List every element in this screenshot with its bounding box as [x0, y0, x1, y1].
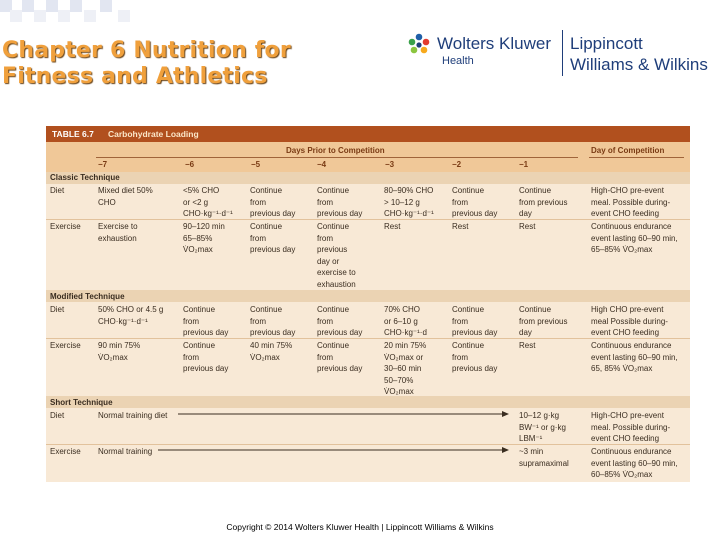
classic-diet-minus-7: Mixed diet 50% CHO — [98, 186, 153, 207]
modified-exercise-minus-4: Continue from previous day — [317, 341, 363, 374]
classic-exercise-minus-6: 90–120 min 65–85% V̇O₂max — [183, 222, 225, 255]
row-label-short-exercise: Exercise — [50, 447, 81, 456]
classic-exercise-minus-4: Continue from previous day or exercise to exhaustion — [317, 222, 356, 289]
classic-exercise-minus-1: Rest — [519, 222, 536, 231]
day-header-minus-4: −4 — [317, 160, 327, 169]
classic-diet-minus-5: Continue from previous day — [250, 186, 296, 219]
classic-exercise-day-of: Continuous endurance event lasting 60–90 min, 65–85% V̇O₂max — [591, 222, 678, 255]
row-label-classic-exercise: Exercise — [50, 222, 81, 231]
modified-exercise-minus-1: Rest — [519, 341, 536, 350]
lww-logo-line-1: Lippincott — [570, 34, 643, 53]
modified-exercise-minus-6: Continue from previous day — [183, 341, 229, 374]
classic-diet-minus-1: Continue from previous day — [519, 186, 568, 219]
wolters-kluwer-wordmark: Wolters Kluwer — [437, 34, 551, 53]
lww-logo — [570, 33, 708, 75]
slide-title-line-2: Fitness and Athletics — [2, 64, 268, 89]
short-exercise-day-of: Continuous endurance event lasting 60–90 min, 60–85% V̇O₂max — [591, 447, 678, 480]
classic-diet-minus-3: 80–90% CHO > 10–12 g CHO·kg⁻¹·d⁻¹ — [384, 186, 434, 219]
table-caption: Carbohydrate Loading — [108, 129, 199, 139]
row-label-modified-exercise: Exercise — [50, 341, 81, 350]
short-exercise-label: Normal training — [98, 447, 153, 456]
modified-diet-minus-1: Continue from previous day — [519, 305, 568, 338]
modified-diet-minus-5: Continue from previous day — [250, 305, 296, 338]
slide-title-line-1: Chapter 6 Nutrition for — [2, 38, 291, 63]
days-prior-header: Days Prior to Competition — [286, 146, 385, 155]
classic-diet-minus-2: Continue from previous day — [452, 186, 498, 219]
modified-exercise-minus-5: 40 min 75% V̇O₂max — [250, 341, 293, 362]
classic-exercise-minus-5: Continue from previous day — [250, 222, 296, 255]
modified-exercise-minus-7: 90 min 75% V̇O₂max — [98, 341, 141, 362]
corner-decoration — [0, 0, 140, 22]
copyright-footer: Copyright © 2014 Wolters Kluwer Health | Lippincott Williams & Wilkins — [226, 522, 494, 532]
wolters-kluwer-logo — [406, 30, 566, 74]
classic-exercise-minus-3: Rest — [384, 222, 401, 231]
classic-diet-minus-6: <5% CHO or <2 g CHO·kg⁻¹·d⁻¹ — [183, 186, 233, 219]
day-header-minus-6: −6 — [185, 160, 195, 169]
table-number: TABLE 6.7 — [52, 129, 94, 139]
section-short-technique: Short Technique — [50, 398, 113, 407]
modified-exercise-day-of: Continuous endurance event lasting 60–90 min, 65, 85% V̇O₂max — [591, 341, 678, 374]
modified-exercise-minus-3: 20 min 75% V̇O₂max or 30–60 min 50–70% V̇O₂max — [384, 341, 427, 397]
modified-diet-minus-6: Continue from previous day — [183, 305, 229, 338]
modified-diet-minus-7: 50% CHO or 4.5 g CHO·kg⁻¹·d⁻¹ — [98, 305, 164, 326]
section-classic-technique: Classic Technique — [50, 173, 120, 182]
day-header-minus-7: −7 — [98, 160, 108, 169]
modified-diet-day-of: High CHO pre-event meal Possible during- event CHO feeding — [591, 305, 668, 338]
row-label-short-diet: Diet — [50, 411, 65, 420]
day-of-competition-header: Day of Competition — [591, 146, 665, 155]
wolters-kluwer-health: Health — [442, 55, 474, 67]
day-header-minus-3: −3 — [385, 160, 395, 169]
lww-logo-line-2: Williams & Wilkins — [570, 55, 708, 74]
short-diet-label: Normal training diet — [98, 411, 168, 420]
day-header-minus-2: −2 — [452, 160, 462, 169]
classic-exercise-minus-7: Exercise to exhaustion — [98, 222, 138, 243]
section-modified-technique: Modified Technique — [50, 292, 125, 301]
day-header-minus-5: −5 — [251, 160, 261, 169]
modified-diet-minus-3: 70% CHO or 6–10 g CHO·kg⁻¹·d — [384, 305, 427, 338]
day-header-minus-1: −1 — [519, 160, 529, 169]
short-exercise-day-minus-1: ~3 min supramaximal — [519, 447, 569, 468]
modified-diet-minus-4: Continue from previous day — [317, 305, 363, 338]
wolters-kluwer-dots-icon — [406, 32, 432, 58]
row-label-classic-diet: Diet — [50, 186, 65, 195]
row-label-modified-diet: Diet — [50, 305, 65, 314]
carbohydrate-loading-table — [46, 126, 690, 482]
classic-diet-day-of: High-CHO pre-event meal. Possible during- event CHO feeding — [591, 186, 671, 219]
slide-title — [2, 38, 362, 90]
logo-divider — [562, 30, 563, 76]
short-diet-day-of: High-CHO pre-event meal. Possible during- event CHO feeding — [591, 411, 671, 444]
short-diet-day-minus-1: 10–12 g·kg BW⁻¹ or g·kg LBM⁻¹ — [519, 411, 566, 444]
modified-diet-minus-2: Continue from previous day — [452, 305, 498, 338]
classic-exercise-minus-2: Rest — [452, 222, 469, 231]
classic-diet-minus-4: Continue from previous day — [317, 186, 363, 219]
modified-exercise-minus-2: Continue from previous day — [452, 341, 498, 374]
